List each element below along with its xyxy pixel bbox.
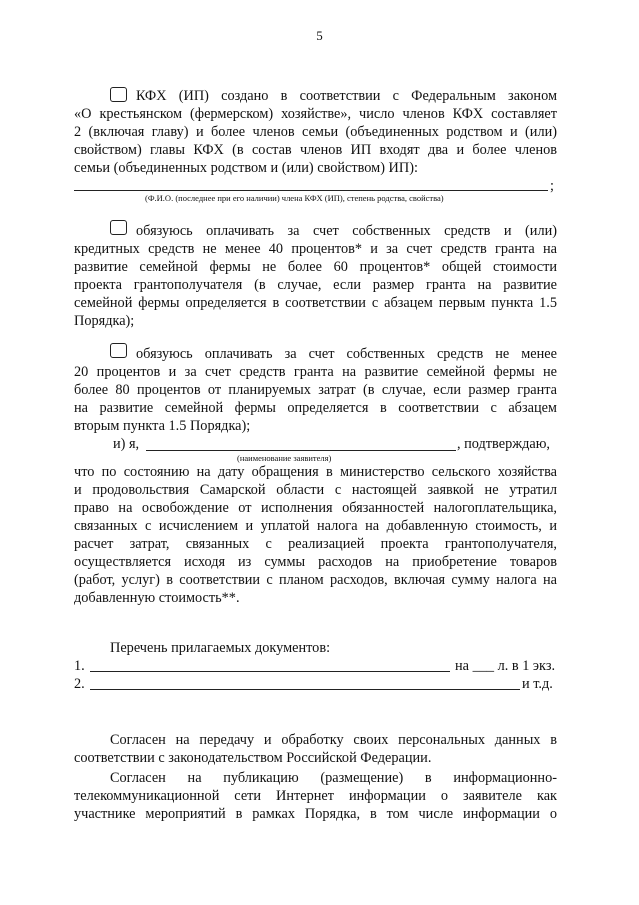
confirmation-line-4: связанных с исчислением и уплатой налога на добавленную стоимость, и [74, 518, 557, 534]
document-item-1-tail: на ___ л. в 1 экз. [455, 658, 556, 674]
option-40-line-1: обязуюсь оплачивать за счет собственных средств и (или) [136, 223, 557, 239]
option-20-line-1: обязуюсь оплачивать за счет собственных средств не менее [136, 346, 557, 362]
kfh-option-line-5: семьи (объединенных родством и (или) свойством) ИП): [74, 160, 418, 176]
kfh-option-line-3: 2 (включая главу) и более членов семьи (объединенных родством и (или) [74, 124, 557, 140]
option-20-line-4: на развитие семейной фермы определяется в соответствии с абзацем [74, 400, 557, 416]
confirmation-suffix: , подтверждаю, [457, 436, 550, 452]
kfh-option-checkbox[interactable] [110, 87, 127, 102]
option-40-line-6: Порядка); [74, 313, 135, 329]
document-item-2-tail: и т.д. [522, 676, 553, 692]
kfh-option-line-2: «О крестьянском (фермерском) хозяйстве», число членов КФХ составляет [74, 106, 557, 122]
option-40-checkbox[interactable] [110, 220, 127, 235]
documents-title: Перечень прилагаемых документов: [110, 640, 331, 656]
kfh-member-field[interactable] [74, 190, 548, 191]
consent-personal-line-2: соответствии с законодательством Российской Федерации. [74, 750, 432, 766]
consent-publication-line-1: Согласен на публикацию (размещение) в информационно- [110, 770, 557, 786]
kfh-option-line-1: КФХ (ИП) создано в соответствии с Федеральным законом [136, 88, 557, 104]
option-40-line-4: проекта грантополучателя (в случае, если размер гранта на развитие [74, 277, 557, 293]
option-40-line-5: семейной фермы определяется в соответствии с абзацем первым пункта 1.5 [74, 295, 557, 311]
confirmation-line-8: добавленную стоимость**. [74, 590, 240, 606]
page-number: 5 [316, 28, 323, 43]
consent-publication-line-3: участнике мероприятий в рамках Порядка, в том числе информации о [74, 806, 557, 822]
confirmation-line-2: и продовольствия Самарской области с настоящей заявкой не утратил [74, 482, 557, 498]
document-item-1-number: 1. [74, 658, 85, 674]
document-item-2-number: 2. [74, 676, 85, 692]
option-20-checkbox[interactable] [110, 343, 127, 358]
option-40-line-2: кредитных средств не менее 40 процентов* и за счет средств гранта на [74, 241, 557, 257]
kfh-option-line-4: свойством) главы КФХ (в состав членов ИП входят два и более членов [74, 142, 557, 158]
confirmation-line-6: осуществляется исходя из суммы расходов на приобретение товаров [74, 554, 557, 570]
applicant-name-caption: (наименование заявителя) [237, 453, 332, 463]
document-item-2-field[interactable] [90, 689, 520, 690]
consent-personal-line-1: Согласен на передачу и обработку своих персональных данных в [110, 732, 557, 748]
kfh-member-field-end: ; [550, 178, 554, 194]
confirmation-line-1: что по состоянию на дату обращения в министерство сельского хозяйства [74, 464, 557, 480]
confirmation-line-7: (работ, услуг) в соответствии с планом расходов, включая сумму налога на [74, 572, 557, 588]
confirmation-line-3: право на освобождение от исполнения обязанностей налогоплательщика, [74, 500, 557, 516]
kfh-member-caption: (Ф.И.О. (последнее при его наличии) члена КФХ (ИП), степень родства, свойства) [145, 193, 444, 203]
option-40-line-3: развитие семейной фермы не более 60 процентов* общей стоимости [74, 259, 557, 275]
option-20-line-3: более 80 процентов от планируемых затрат (в случае, если размер гранта [74, 382, 557, 398]
consent-publication-line-2: телекоммуникационной сети Интернет информации о заявителе как [74, 788, 557, 804]
applicant-name-field[interactable] [146, 450, 456, 451]
option-20-line-2: 20 процентов и за счет средств гранта на развитие семейной фермы не [74, 364, 557, 380]
document-item-1-field[interactable] [90, 671, 450, 672]
confirmation-prefix: и) я, [113, 436, 140, 452]
confirmation-line-5: расчет затрат, связанных с реализацией проекта грантополучателя, [74, 536, 557, 552]
option-20-line-5: вторым пункта 1.5 Порядка); [74, 418, 251, 434]
